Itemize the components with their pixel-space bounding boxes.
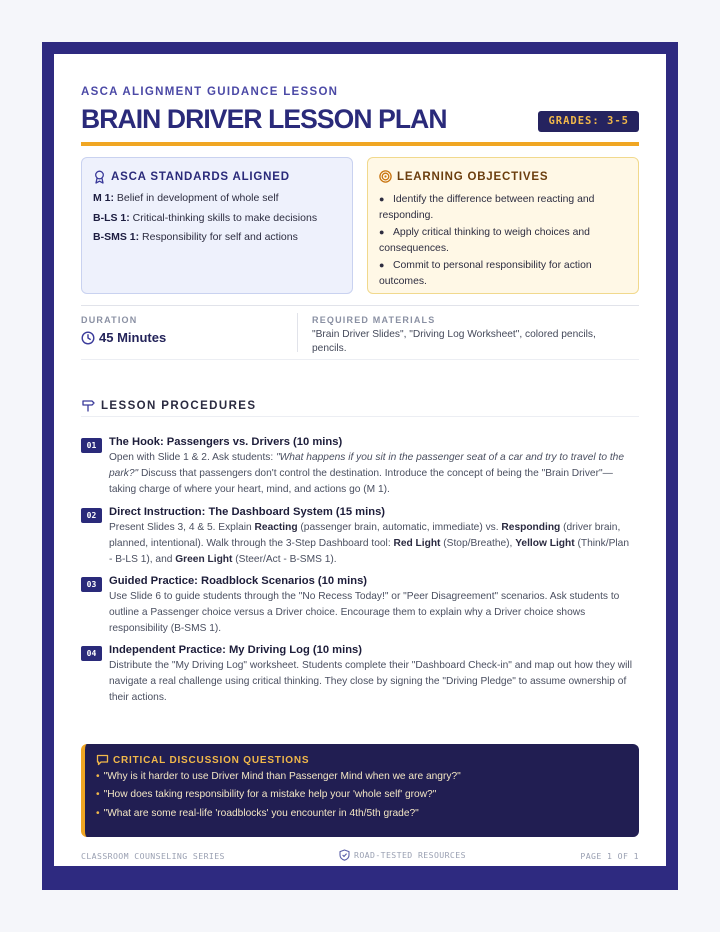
body-text: (Stop/Breathe), — [440, 537, 516, 549]
standard-code: M 1: — [93, 192, 114, 204]
emphasis-text: Green Light — [175, 553, 233, 565]
shield-check-icon — [339, 849, 350, 861]
standards-card — [81, 157, 353, 294]
bullet-icon: • — [96, 771, 100, 782]
question-text: "What are some real-life 'roadblocks' you encounter in 4th/5th grade?" — [103, 807, 419, 819]
signpost-icon — [81, 399, 95, 412]
bullet-icon: ● — [379, 227, 385, 237]
eyebrow-label: ASCA ALIGNMENT GUIDANCE LESSON — [81, 86, 339, 98]
step-title: Independent Practice: My Driving Log (10 mins) — [109, 644, 363, 656]
discussion-question — [96, 789, 627, 800]
meta-divider-bottom — [81, 359, 639, 360]
emphasis-text: Red Light — [393, 537, 441, 549]
page-frame — [42, 42, 678, 890]
step-body — [109, 658, 635, 705]
step-body — [109, 520, 635, 567]
body-text: (driver brain, planned, intentional). Walk through the 3-Step Dashboard tool: — [109, 522, 621, 549]
objectives-heading — [379, 170, 627, 183]
page-footer — [81, 849, 639, 863]
objective-text: Commit to personal responsibility for action outcomes. — [379, 260, 592, 287]
objective-text: Apply critical thinking to weigh choices and consequences. — [379, 227, 590, 254]
discussion-heading — [96, 754, 627, 766]
lesson-page — [54, 54, 666, 866]
step-body — [109, 589, 635, 636]
step-number-badge: 03 — [81, 577, 102, 592]
step-body — [109, 450, 635, 497]
standard-text: Belief in development of whole self — [116, 192, 279, 204]
standard-item — [93, 212, 341, 224]
footer-series: CLASSROOM COUNSELING SERIES — [81, 851, 225, 861]
standards-heading — [93, 170, 341, 184]
objectives-card — [367, 157, 639, 294]
footer-resources — [339, 849, 466, 861]
objective-text: Identify the difference between reacting and responding. — [379, 194, 595, 221]
list-item — [379, 257, 627, 290]
step-title: Guided Practice: Roadblock Scenarios (10 mins) — [109, 575, 368, 587]
body-text: Discuss that passengers don't control the destination. Introduce the concept of being the "Brain Driver"—taking charge of where your heart, mind, and actions go (M 1). — [109, 467, 613, 495]
procedures-divider — [81, 416, 639, 417]
page-title: BRAIN DRIVER LESSON PLAN — [81, 104, 447, 134]
body-text: (Steer/Act - B-SMS 1). — [232, 553, 337, 565]
speech-bubble-icon — [96, 754, 109, 766]
standard-code: B-SMS 1: — [93, 231, 140, 243]
footer-page-number: PAGE 1 OF 1 — [580, 851, 639, 861]
body-text: Distribute the "My Driving Log" worksheet. Students complete their "Dashboard Check-in" and map out how they will navigate a real challenge using critical thinking. They close by signing the "Driving Pledge" to assume ownership of their actions. — [109, 660, 632, 703]
page-content — [81, 54, 639, 866]
meta-divider-top — [81, 305, 639, 306]
discussion-box — [81, 744, 639, 837]
step-number-badge: 04 — [81, 646, 102, 661]
discussion-question — [96, 771, 627, 782]
duration-text: 45 Minutes — [99, 330, 167, 345]
bullet-icon: • — [96, 807, 100, 819]
bullet-icon: • — [96, 789, 100, 801]
title-underline — [81, 142, 639, 146]
standard-text: Responsibility for self and actions — [142, 231, 298, 243]
standard-text: Critical-thinking skills to make decisions — [132, 211, 318, 224]
ribbon-award-icon — [93, 170, 106, 184]
footer-resources-text: ROAD-TESTED RESOURCES — [354, 850, 466, 860]
step-title: The Hook: Passengers vs. Drivers (10 mins) — [109, 436, 343, 448]
standards-heading-text: ASCA STANDARDS ALIGNED — [111, 171, 290, 183]
meta-divider-vertical — [297, 313, 298, 352]
discussion-question — [96, 808, 627, 819]
objectives-heading-text: LEARNING OBJECTIVES — [397, 170, 549, 183]
duration-label: DURATION — [81, 315, 138, 325]
body-text: Use Slide 6 to guide students through the "No Recess Today!" or "Peer Disagreement" scenarios. Ask students to outline a Passenger choice versus a Driver choice. Encourage them to explain why a Driver choice shows responsibility (B-SMS 1). — [109, 591, 620, 634]
materials-value: "Brain Driver Slides", "Driving Log Worksheet", colored pencils, pencils. — [312, 329, 596, 354]
list-item — [379, 224, 627, 257]
standard-code: B-LS 1: — [93, 211, 130, 224]
list-item — [379, 191, 627, 224]
duration-value — [81, 330, 166, 345]
bullet-icon: ● — [379, 260, 385, 270]
question-text: "How does taking responsibility for a mistake help your 'whole self' grow?" — [103, 789, 437, 801]
body-text: (Think/Plan - B-LS 1), and — [109, 537, 629, 565]
bullet-icon: ● — [379, 194, 385, 204]
target-icon — [379, 170, 392, 183]
quoted-question: "What happens if you sit in the passenger seat of a car and try to travel to the park?" — [109, 452, 624, 479]
standard-item — [93, 231, 341, 243]
question-text: "Why is it harder to use Driver Mind than Passenger Mind when we are angry?" — [103, 771, 461, 782]
procedures-heading-text: LESSON PROCEDURES — [101, 399, 257, 412]
body-text: (passenger brain, automatic, immediate) vs. — [297, 522, 502, 533]
emphasis-text: Reacting — [254, 522, 298, 533]
grade-badge: GRADES: 3-5 — [538, 111, 639, 132]
body-text: Open with Slide 1 & 2. Ask students: — [109, 452, 277, 463]
clock-icon — [81, 331, 95, 345]
body-text: Present Slides 3, 4 & 5. Explain — [109, 522, 255, 533]
discussion-heading-text: CRITICAL DISCUSSION QUESTIONS — [113, 754, 310, 766]
step-number-badge: 01 — [81, 438, 102, 453]
step-number-badge: 02 — [81, 508, 102, 523]
emphasis-text: Responding — [501, 522, 561, 533]
emphasis-text: Yellow Light — [515, 537, 575, 549]
standard-item — [93, 192, 341, 204]
procedures-heading — [81, 399, 256, 412]
materials-label: REQUIRED MATERIALS — [312, 315, 436, 325]
step-title: Direct Instruction: The Dashboard System (15 mins) — [109, 506, 386, 518]
objectives-list — [379, 191, 627, 290]
